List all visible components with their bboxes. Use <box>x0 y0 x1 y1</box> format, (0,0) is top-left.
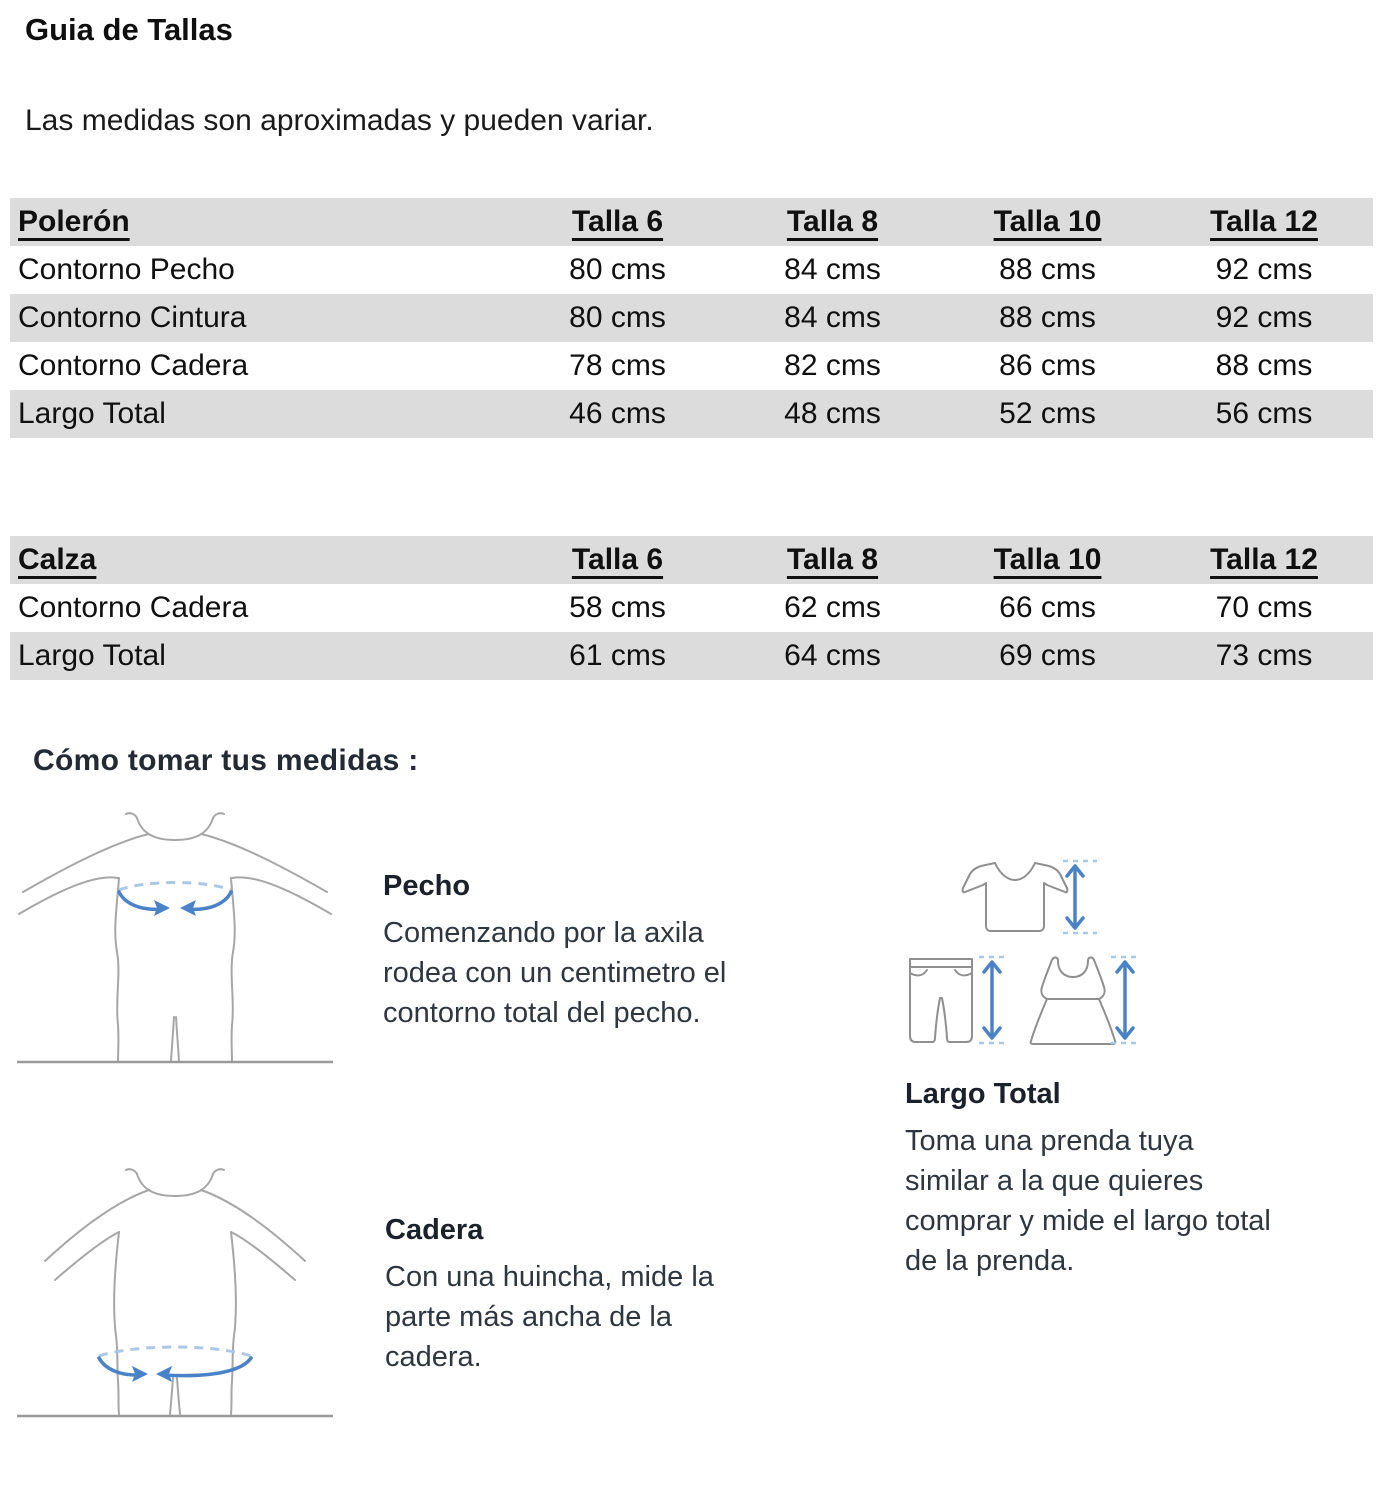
column-header-talla6: Talla 6 <box>571 543 664 576</box>
column-header-talla8: Talla 8 <box>786 205 879 238</box>
tshirt-icon <box>963 863 1068 931</box>
page-subtitle: Las medidas son aproximadas y pueden variar. <box>25 104 654 137</box>
cell: 78 cms <box>569 349 666 382</box>
row-label: Contorno Cadera <box>18 349 249 382</box>
table-row <box>10 294 1373 342</box>
pecho-section <box>383 866 726 1033</box>
cell: 88 cms <box>999 253 1096 286</box>
column-header-talla8: Talla 8 <box>786 543 879 576</box>
table-row <box>10 390 1373 438</box>
cell: 58 cms <box>569 591 666 624</box>
cell: 82 cms <box>784 349 881 382</box>
largo-total-title: Largo Total <box>905 1078 1061 1110</box>
cell: 84 cms <box>784 253 881 286</box>
table-header-row <box>10 198 1373 246</box>
cadera-section <box>385 1210 714 1377</box>
page-title: Guia de Tallas <box>25 12 233 47</box>
cell: 61 cms <box>569 639 666 672</box>
length-dash-marks <box>979 861 1141 1043</box>
size-table-calza <box>10 536 1373 680</box>
hip-measuring-tape <box>99 1347 251 1382</box>
cell: 84 cms <box>784 301 881 334</box>
length-arrow-icon <box>1067 866 1083 928</box>
guide-text-line: Comenzando por la axila <box>383 917 704 949</box>
size-table-poleron <box>10 198 1373 438</box>
guide-text-line: parte más ancha de la <box>385 1301 672 1333</box>
pecho-title: Pecho <box>383 870 471 902</box>
dress-icon <box>1031 957 1116 1044</box>
cell: 56 cms <box>1215 397 1313 430</box>
guide-text-line: de la prenda. <box>905 1245 1075 1277</box>
cell: 86 cms <box>999 349 1096 382</box>
body-outline <box>19 813 331 1061</box>
table-title-poleron: Polerón <box>18 205 130 238</box>
table-row <box>10 584 1373 632</box>
cell: 73 cms <box>1215 639 1313 672</box>
guide-text-line: similar a la que quieres <box>905 1165 1204 1197</box>
row-label: Contorno Cintura <box>18 301 247 334</box>
column-header-talla10: Talla 10 <box>993 205 1102 238</box>
cell: 52 cms <box>999 397 1096 430</box>
guide-text-line: comprar y mide el largo total <box>905 1205 1271 1237</box>
cell: 48 cms <box>784 397 881 430</box>
cell: 80 cms <box>569 301 666 334</box>
row-label: Largo Total <box>18 397 166 430</box>
cell: 66 cms <box>999 591 1096 624</box>
table-title-calza: Calza <box>18 543 97 576</box>
row-label: Largo Total <box>18 639 166 672</box>
cell: 88 cms <box>999 301 1096 334</box>
row-label: Contorno Cadera <box>18 591 249 624</box>
cell: 64 cms <box>784 639 881 672</box>
table-header-row <box>10 536 1373 584</box>
garment-length-icons <box>895 846 1145 1058</box>
guide-text-line: cadera. <box>385 1341 482 1373</box>
cadera-title: Cadera <box>385 1214 484 1246</box>
row-label: Contorno Pecho <box>18 253 235 286</box>
guide-text-line: Con una huincha, mide la <box>385 1261 714 1293</box>
length-arrow-icon <box>984 962 1000 1038</box>
guide-text-line: Toma una prenda tuya <box>905 1125 1194 1157</box>
column-header-talla10: Talla 10 <box>993 543 1102 576</box>
guide-text-line: rodea con un centimetro el <box>383 957 727 989</box>
column-header-talla12: Talla 12 <box>1210 543 1318 576</box>
body-outline <box>45 1169 305 1414</box>
largo-total-section <box>905 1074 1271 1281</box>
column-header-talla6: Talla 6 <box>571 205 664 238</box>
length-arrow-icon <box>1117 962 1133 1038</box>
cell: 70 cms <box>1215 591 1313 624</box>
chest-measure-illustration <box>15 810 335 1070</box>
guide-heading: Cómo tomar tus medidas : <box>33 744 419 777</box>
cell: 92 cms <box>1215 301 1313 334</box>
cell: 46 cms <box>569 397 666 430</box>
chest-measuring-tape <box>119 883 231 917</box>
pants-icon <box>910 959 972 1042</box>
cell: 88 cms <box>1215 349 1313 382</box>
table-row <box>10 342 1373 390</box>
cell: 80 cms <box>569 253 666 286</box>
cell: 62 cms <box>784 591 881 624</box>
column-header-talla12: Talla 12 <box>1210 205 1318 238</box>
hip-measure-illustration <box>15 1166 335 1421</box>
cell: 92 cms <box>1215 253 1313 286</box>
cell: 69 cms <box>999 639 1096 672</box>
guide-text-line: contorno total del pecho. <box>383 997 701 1029</box>
table-row <box>10 246 1373 294</box>
table-row <box>10 632 1373 680</box>
